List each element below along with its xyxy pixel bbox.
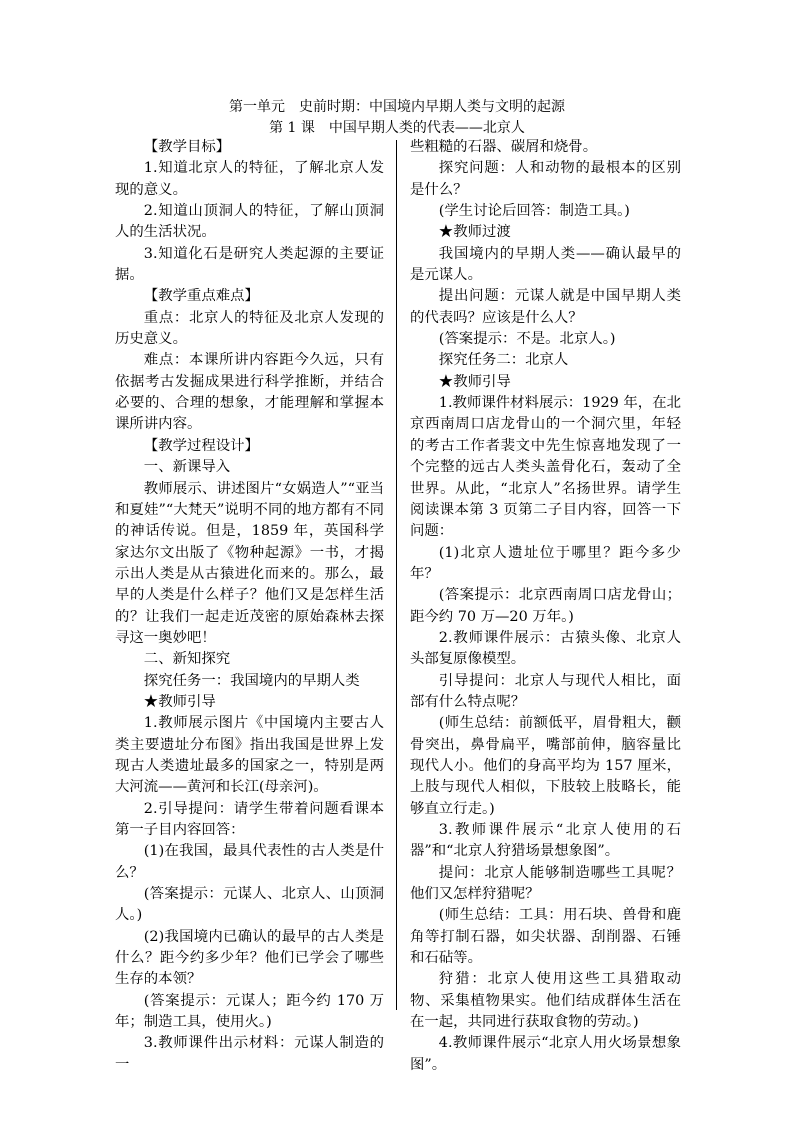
paragraph: 2.知道山顶洞人的特征，了解山顶洞人的生活状况。 [115, 203, 384, 241]
paragraph: (1)在我国，最具代表性的古人类是什么？ [115, 843, 384, 881]
paragraph: 1.教师课件材料展示：1929 年，在北京西南周口店龙骨山的一个洞穴里，年轻的考古工作者裴文中先生惊喜地发现了一个完整的远古人类头盖骨化石，轰动了全世界。从此，“北京人”名扬世界。请学生阅读课本第 3 页第二子目内容，回答一下问题： [410, 395, 681, 540]
paragraph: 4.教师课件展示“北京人用火场景想象图”。 [410, 1035, 681, 1073]
paragraph: (答案提示：元谋人、北京人、山顶洞人。) [115, 886, 384, 924]
paragraph: (2)我国境内已确认的最早的古人类是什么？距今约多少年？他们已学会了哪些生存的本领？ [115, 928, 384, 988]
section-heading: 【教学目标】 [143, 139, 231, 155]
paragraph: 教师展示、讲述图片“女娲造人”“亚当和夏娃”“大梵天”说明不同的地方都有不同的神话传说。但是，1859 年，英国科学家达尔文出版了《物种起源》一书，才揭示出人类是从古猿进化而来的。那么，最早的人类是什么样子？他们又是怎样生活的？让我们一起走近茂密的原始森林去探寻这一奥妙吧！ [115, 480, 384, 646]
paragraph: 1.教师展示图片《中国境内主要古人类主要遗址分布图》指出我国是世界上发现古人类遗址最多的国家之一，特别是两大河流——黄河和长江(母亲河)。 [115, 715, 384, 796]
paragraph: 3.教师课件展示“北京人使用的石器”和“北京人狩猎场景想象图”。 [410, 822, 681, 860]
paragraph: (答案提示：不是。北京人。) [438, 331, 616, 348]
column-divider [396, 140, 397, 1010]
paragraph: 狩猎：北京人使用这些工具猎取动物、采集植物果实。他们结成群体生活在在一起，共同进行获取食物的劳动。) [410, 971, 681, 1031]
unit-title: 第一单元 史前时期：中国境内早期人类与文明的起源 [229, 99, 565, 115]
paragraph: 1.知道北京人的特征，了解北京人发现的意义。 [115, 160, 384, 198]
paragraph: (1)北京人遗址位于哪里？距今多少年？ [410, 544, 681, 582]
paragraph: 引导提问：北京人与现代人相比，面部有什么特点呢？ [410, 672, 681, 710]
paragraph: 提问：北京人能够制造哪些工具呢？他们又怎样狩猎呢？ [410, 864, 681, 903]
subheading: 探究任务一：我国境内的早期人类 [143, 672, 360, 689]
paragraph: 探究问题：人和动物的最根本的区别是什么？ [410, 160, 681, 198]
paragraph: 难点：本课所讲内容距今久远，只有依据考古发掘成果进行科学推断，并结合必要的、合理的想象，才能理解和掌握本课所讲内容。 [115, 352, 384, 433]
paragraph: (师生总结：工具：用石块、兽骨和鹿角等打制石器，如尖状器、刮削器、石锤和石砧等。 [410, 907, 681, 967]
lesson-title: 第 1 课 中国早期人类的代表——北京人 [269, 120, 525, 136]
paragraph: 提出问题：元谋人就是中国早期人类的代表吗？应该是什么人？ [410, 288, 681, 326]
left-column [115, 137, 384, 1076]
subheading: ★教师引导 [438, 373, 511, 390]
right-column [410, 137, 681, 1076]
paragraph: (答案提示：北京西南周口店龙骨山；距今约 70 万—20 万年。) [410, 587, 681, 625]
paragraph: 3.知道化石是研究人类起源的主要证据。 [115, 245, 384, 284]
subheading: ★教师过渡 [438, 224, 511, 241]
subheading: ★教师引导 [143, 693, 216, 710]
paragraph: (答案提示：元谋人；距今约 170 万年；制造工具，使用火。) [115, 992, 384, 1031]
section-heading: 【教学过程设计】 [143, 437, 259, 454]
subheading: 一、新课导入 [143, 459, 231, 476]
subheading: 二、新知探究 [143, 651, 231, 668]
paragraph: 我国境内的早期人类——确认最早的是元谋人。 [410, 245, 681, 284]
paragraph: 3.教师课件出示材料：元谋人制造的一 [115, 1035, 384, 1073]
paragraph: (学生讨论后回答：制造工具。) [438, 203, 630, 220]
paragraph: 2.教师课件展示：古猿头像、北京人头部复原像模型。 [410, 629, 681, 668]
section-heading: 【教学重点难点】 [143, 288, 259, 305]
paragraph: (师生总结：前额低平，眉骨粗大，颧骨突出，鼻骨扁平，嘴部前伸，脑容量比现代人小。他们的身高平均为 157 厘米，上肢与现代人相似，下肢较上肢略长，能够直立行走。) [410, 715, 681, 817]
paragraph: 重点：北京人的特征及北京人发现的历史意义。 [115, 309, 384, 348]
paragraph: 2.引导提问：请学生带着问题看课本第一子目内容回答： [115, 800, 384, 838]
subheading: 探究任务二：北京人 [438, 352, 569, 369]
paragraph-continued: 些粗糙的石器、碳屑和烧骨。 [410, 139, 598, 155]
